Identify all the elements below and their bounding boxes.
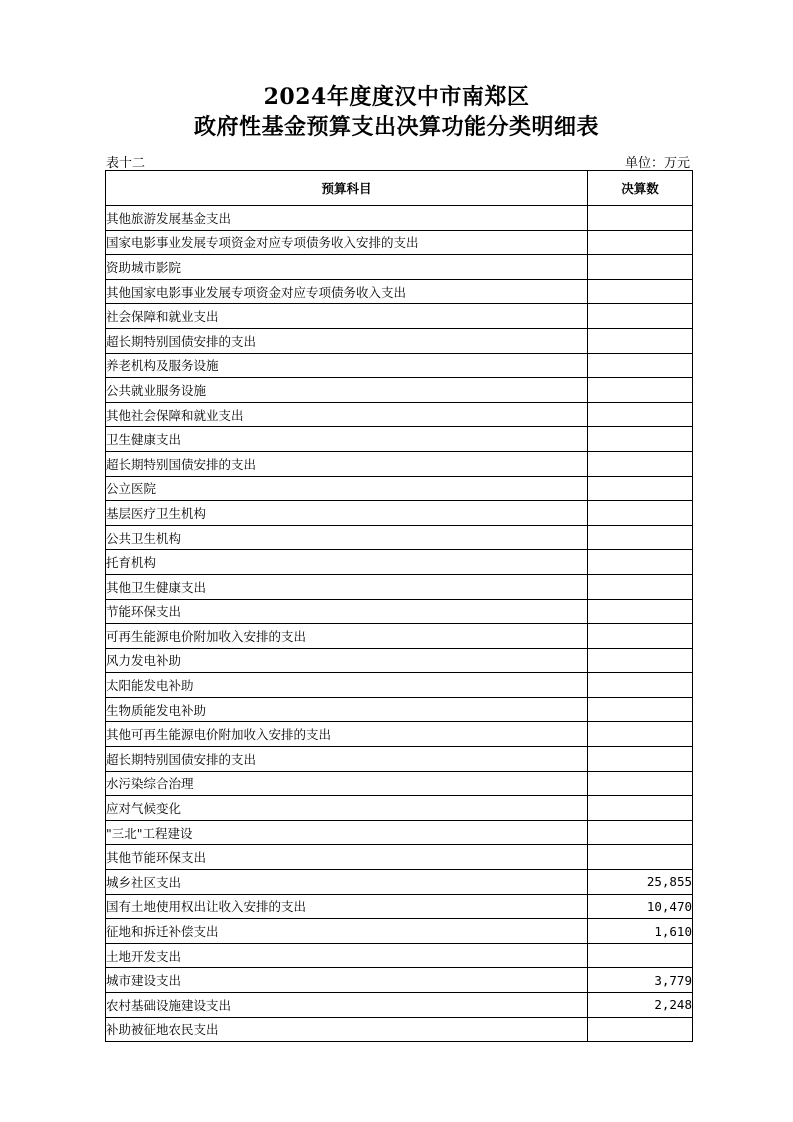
table-row (106, 230, 693, 255)
table-row (106, 599, 693, 624)
table-row (106, 574, 693, 599)
final-amount-value (588, 451, 693, 476)
budget-item-label: 城市建设支出 (106, 968, 588, 993)
final-amount-value: 3,779 (588, 968, 693, 993)
header-final-amount: 决算数 (588, 171, 693, 206)
table-row (106, 550, 693, 575)
budget-item-label: 其他旅游发展基金支出 (106, 206, 588, 231)
table-row (106, 304, 693, 329)
budget-item-label: 超长期特别国债安排的支出 (106, 747, 588, 772)
table-row (106, 328, 693, 353)
final-amount-value (588, 378, 693, 403)
final-amount-value (588, 599, 693, 624)
budget-table (105, 170, 693, 1042)
budget-item-label: 公共卫生机构 (106, 525, 588, 550)
budget-item-label: "三北"工程建设 (106, 820, 588, 845)
budget-item-label: 国家电影事业发展专项资金对应专项债务收入安排的支出 (106, 230, 588, 255)
table-row (106, 402, 693, 427)
table-row (106, 771, 693, 796)
table-row (106, 353, 693, 378)
final-amount-value: 25,855 (588, 870, 693, 895)
table-row (106, 501, 693, 526)
budget-item-label: 应对气候变化 (106, 796, 588, 821)
final-amount-value (588, 206, 693, 231)
final-amount-value (588, 820, 693, 845)
final-amount-value (588, 328, 693, 353)
budget-item-label: 公共就业服务设施 (106, 378, 588, 403)
final-amount-value (588, 624, 693, 649)
budget-item-label: 社会保障和就业支出 (106, 304, 588, 329)
table-row (106, 673, 693, 698)
final-amount-value (588, 304, 693, 329)
budget-item-label: 水污染综合治理 (106, 771, 588, 796)
table-row (106, 255, 693, 280)
budget-item-label: 太阳能发电补助 (106, 673, 588, 698)
table-row (106, 1017, 693, 1042)
table-row (106, 968, 693, 993)
final-amount-value: 10,470 (588, 894, 693, 919)
budget-item-label: 托育机构 (106, 550, 588, 575)
budget-item-label: 土地开发支出 (106, 943, 588, 968)
final-amount-value (588, 845, 693, 870)
budget-item-label: 风力发电补助 (106, 648, 588, 673)
table-row (106, 476, 693, 501)
table-row (106, 624, 693, 649)
final-amount-value (588, 722, 693, 747)
final-amount-value (588, 943, 693, 968)
budget-item-label: 农村基础设施建设支出 (106, 993, 588, 1018)
budget-item-label: 其他社会保障和就业支出 (106, 402, 588, 427)
final-amount-value (588, 279, 693, 304)
table-row (106, 525, 693, 550)
budget-item-label: 其他节能环保支出 (106, 845, 588, 870)
table-row (106, 697, 693, 722)
final-amount-value (588, 230, 693, 255)
final-amount-value (588, 747, 693, 772)
budget-item-label: 基层医疗卫生机构 (106, 501, 588, 526)
table-row (106, 279, 693, 304)
table-row (106, 451, 693, 476)
final-amount-value (588, 476, 693, 501)
budget-item-label: 可再生能源电价附加收入安排的支出 (106, 624, 588, 649)
final-amount-value (588, 796, 693, 821)
budget-item-label: 其他国家电影事业发展专项资金对应专项债务收入支出 (106, 279, 588, 304)
budget-item-label: 国有土地使用权出让收入安排的支出 (106, 894, 588, 919)
table-row (106, 722, 693, 747)
budget-item-label: 其他卫生健康支出 (106, 574, 588, 599)
final-amount-value (588, 255, 693, 280)
report-title-line1: 2024年度度汉中市南郑区 (263, 84, 530, 110)
budget-item-label: 超长期特别国债安排的支出 (106, 328, 588, 353)
table-row (106, 919, 693, 944)
final-amount-value (588, 771, 693, 796)
table-row (106, 747, 693, 772)
budget-item-label: 其他可再生能源电价附加收入安排的支出 (106, 722, 588, 747)
final-amount-value (588, 501, 693, 526)
table-row (106, 206, 693, 231)
final-amount-value (588, 673, 693, 698)
final-amount-value (588, 525, 693, 550)
table-row (106, 820, 693, 845)
budget-item-label: 城乡社区支出 (106, 870, 588, 895)
final-amount-value (588, 550, 693, 575)
budget-item-label: 补助被征地农民支出 (106, 1017, 588, 1042)
final-amount-value: 1,610 (588, 919, 693, 944)
final-amount-value (588, 648, 693, 673)
budget-item-label: 资助城市影院 (106, 255, 588, 280)
table-row (106, 993, 693, 1018)
final-amount-value (588, 697, 693, 722)
budget-item-label: 节能环保支出 (106, 599, 588, 624)
final-amount-value (588, 574, 693, 599)
final-amount-value (588, 427, 693, 452)
table-row (106, 943, 693, 968)
final-amount-value (588, 1017, 693, 1042)
table-row (106, 378, 693, 403)
budget-item-label: 超长期特别国债安排的支出 (106, 451, 588, 476)
budget-item-label: 生物质能发电补助 (106, 697, 588, 722)
table-row (106, 427, 693, 452)
final-amount-value (588, 402, 693, 427)
table-row (106, 894, 693, 919)
budget-item-label: 征地和拆迁补偿支出 (106, 919, 588, 944)
table-header-row (106, 171, 693, 206)
table-row (106, 870, 693, 895)
report-title-line2: 政府性基金预算支出决算功能分类明细表 (193, 114, 599, 140)
table-row (106, 845, 693, 870)
table-row (106, 648, 693, 673)
budget-item-label: 卫生健康支出 (106, 427, 588, 452)
table-row (106, 796, 693, 821)
final-amount-value (588, 353, 693, 378)
budget-item-label: 养老机构及服务设施 (106, 353, 588, 378)
unit-label: 单位：万元 (624, 156, 690, 171)
budget-item-label: 公立医院 (106, 476, 588, 501)
table-number: 表十二 (106, 156, 146, 171)
header-budget-item: 预算科目 (106, 171, 588, 206)
final-amount-value: 2,248 (588, 993, 693, 1018)
